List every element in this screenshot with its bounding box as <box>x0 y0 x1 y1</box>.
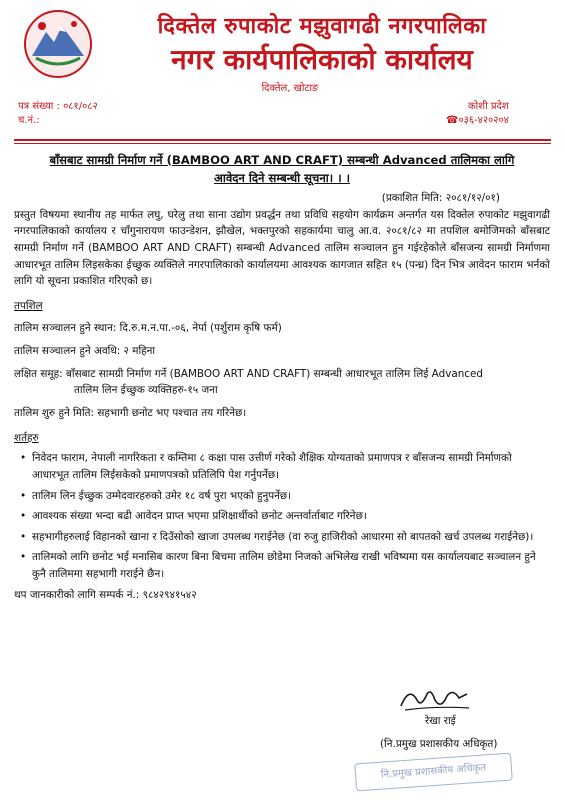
notice-title <box>14 152 550 188</box>
terms-list-item: • तालिम लिन ईच्छुक उम्मेदवारहरुको उमेर १८ वर्ष पुरा भएको हुनुपर्नेछ। <box>32 488 550 505</box>
terms-list <box>14 450 550 582</box>
terms-list-item: • आवश्यक संख्या भन्दा बढी आवेदन प्राप्त भएमा प्रशिक्षार्थीको छनोट अन्तर्वार्ताबाट गरिनेछ। <box>32 508 550 525</box>
terms-list-item: • तालिमको लागि छनोट भई मनासिब कारण बिना बिचमा तालिम छोडेमा निजको अभिलेख राखी भविष्यमा यस कार्यालयबाट सञ्चालन हुने कुनै तालिममा सहभागी गराईने छैन। <box>32 549 550 582</box>
dispatch-number: च.नं.: <box>18 115 40 126</box>
office-name: नगर कार्यपालिकाको कार्यालय <box>171 43 473 76</box>
nepal-emblem-logo <box>22 8 94 80</box>
municipality-name: दिक्तेल रुपाकोट मझुवागढी नगरपालिका <box>157 14 487 39</box>
published-date: (प्रकाशित मिति: २०८१/१२/०१) <box>381 191 500 204</box>
notice-content <box>14 152 550 603</box>
target-group: लक्षित समूह: बाँसबाट सामग्री निर्माण गर्ने (BAMBOO ART AND CRAFT) सम्बन्धी आधारभूत तालिम लिई Advanced <box>14 367 483 380</box>
reference-number: पत्र संख्या : ०८१/०८२ <box>18 101 98 112</box>
training-venue: तालिम सञ्चालन हुने स्थान: दि.रु.म.न.पा.-०६, नेर्पा (पर्शुराम कृषि फर्म) <box>14 322 282 335</box>
terms-list-item: • सहभागीहरुलाई विहानको खाना र दिउँसोको खाजा उपलब्ध गराईनेछ (वा रुजु हाजिरीको आधारमा सो बापतको खर्च उपलब्ध गराईनेछ)। <box>32 529 550 546</box>
handwritten-signature <box>395 680 475 716</box>
training-start-date: तालिम शुरु हुने मिति: सहभागी छनोट भए पश्चात तय गरिनेछ। <box>14 406 247 419</box>
notice-title-line2: आवेदन दिने सम्बन्धी सूचना। । । <box>213 170 351 185</box>
header-divider-thin <box>14 143 551 144</box>
terms-list-item: • निवेदन फाराम, नेपाली नागरिकता र कम्तिमा ८ कक्षा पास उत्तीर्ण गरेको शैक्षिक योग्यताको प्रमाणपत्र र बाँसजन्य सामग्री निर्माणको आधारभूत तालिम लिईसकेको प्रमाणपत्रको प्रतिलिपि पेश गर्नुपर्नेछ। <box>32 450 550 483</box>
province-label: कोशी प्रदेश <box>468 101 509 112</box>
phone-number: ☎०३६-४२०२०४ <box>446 115 509 126</box>
header-divider <box>14 139 551 141</box>
signer-name: रेखा राई <box>425 715 456 727</box>
signer-title: (नि.प्रमुख प्रशासकीय अधिकृत) <box>380 738 498 750</box>
official-stamp: नि.प्रमुख प्रशासकीय अधिकृत <box>354 753 513 792</box>
training-duration: तालिम सञ्चालन हुने अवधि: २ महिना <box>14 345 156 358</box>
notice-body: प्रस्तुत विषयमा स्थानीय तह मार्फत लघु, घरेलु तथा साना उद्योग प्रवर्द्धन तथा प्रविधि सहयोग कार्यक्रम अन्तर्गत यस दिक्तेल रुपाकोट मझुवागढी नगरपालिकाको कार्यालय र चाँगुनारायण फाउन्डेशन, झौखेल, भक्तपुरको सहकार्यमा चालु आ.व. २०८१/८२ मा तपशिल बमोजिमको बाँसबाट सामग्री निर्माण गर्ने (BAMBOO ART AND CRAFT) सम्बन्धी Advanced तालिम सञ्चालन हुन गईरहेकोले बाँसजन्य सामग्री निर्माणमा आधारभूत तालिम लिइसकेका ईच्छुक व्यक्तिले नगरपालिकाको कार्यालयमा आवश्यक कागजात सहित १५ (पन्ध्र) दिन भित्र आवेदन फाराम भर्नको लागि यो सूचना प्रकाशित गरिएको छ। <box>14 208 550 288</box>
details-heading: तपशिल <box>14 299 43 312</box>
office-location: दिक्तेल, खोटाङ <box>261 83 319 94</box>
notice-title-line1: बाँसबाट सामग्री निर्माण गर्ने (BAMBOO ART AND CRAFT) सम्बन्धी Advanced तालिमका लागि <box>49 153 515 167</box>
contact-number: थप जानकारीको लागि सम्पर्क नं.: ९८४२९४१५४२ <box>14 588 197 601</box>
target-group-continued: तालिम लिन ईच्छुक व्यक्तिहरु-१५ जना <box>74 384 218 397</box>
terms-heading: शर्तहरु <box>14 431 39 444</box>
